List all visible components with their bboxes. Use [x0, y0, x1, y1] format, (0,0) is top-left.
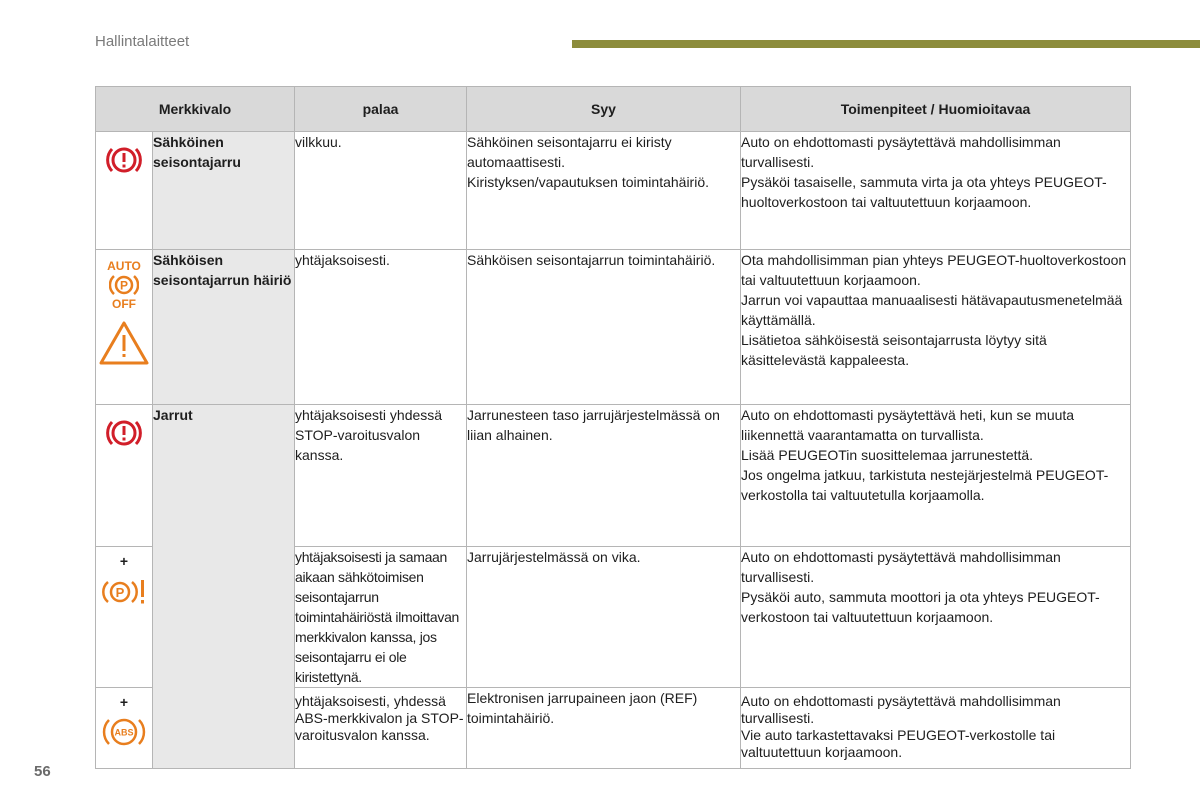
brake-warning-icon [104, 142, 144, 178]
brake-warning-icon [104, 415, 144, 451]
parking-brake-fault-icon [99, 577, 149, 607]
column-header-indicator: Merkkivalo [96, 87, 295, 132]
cause-text: Sähköinen seisontajarru ei kiristy automaattisesti. Kiristyksen/vapautuksen toimintahäiriö. [467, 132, 741, 250]
warning-triangle-icon [98, 320, 150, 366]
indicator-icon-cell [96, 132, 153, 250]
action-text: Auto on ehdottomasti pysäytettävä mahdollisimman turvallisesti. Pysäköi auto, sammuta moottori ja ota yhteys PEUGEOT-verkostoon tai valtuutettuun korjaamoon. [741, 547, 1131, 688]
table-row [96, 405, 1131, 547]
action-text: Ota mahdollisimman pian yhteys PEUGEOT-huoltoverkostoon tai valtuutettuun korjaamoon. Jarrun voi vapauttaa manuaalisesti hätävapautusmenetelmää käyttämällä. Lisätietoa sähköisestä seisontajarrusta löytyy sitä käsittelevästä kappaleesta. [741, 250, 1131, 405]
header-bar [572, 40, 1200, 48]
indicator-icon-cell [96, 405, 153, 547]
indicator-icon-cell [96, 547, 153, 688]
abs-icon-label: ABS [114, 727, 134, 738]
action-text: Auto on ehdottomasti pysäytettävä mahdollisimman turvallisesti. Vie auto tarkastettavaksi PEUGEOT-verkostolle tai valtuutettuun korjaamoon. [741, 688, 1131, 769]
column-header-action: Toimenpiteet / Huomioitavaa [741, 87, 1131, 132]
column-header-cause: Syy [467, 87, 741, 132]
table-row [96, 250, 1131, 405]
section-title: Hallintalaitteet [95, 33, 190, 50]
state-text: yhtäjaksoisesti. [295, 250, 467, 405]
cause-text: Jarrunesteen taso jarrujärjestelmässä on liian alhainen. [467, 405, 741, 547]
svg-text:P: P [119, 278, 129, 293]
state-text: yhtäjaksoisesti yhdessä STOP-varoitusvalon kanssa. [295, 405, 467, 547]
indicator-name: Jarrut [153, 405, 295, 769]
indicator-name: Sähköisen seisontajarrun häiriö [153, 250, 295, 405]
indicator-icon-cell [96, 688, 153, 769]
action-text: Auto on ehdottomasti pysäytettävä mahdollisimman turvallisesti. Pysäköi tasaiselle, sammuta virta ja ota yhteys PEUGEOT-huoltoverkostoon tai valtuutettuun korjaamoon. [741, 132, 1131, 250]
table-header-row [96, 87, 1131, 132]
action-text: Auto on ehdottomasti pysäytettävä heti, kun se muuta liikennettä vaarantamatta on turvallista. Lisää PEUGEOTin suosittelemaa jarrunestettä. Jos ongelma jatkuu, tarkistuta nestejärjestelmä PEUGEOT-verkostolla tai valtuutetulla korjaamolla. [741, 405, 1131, 547]
cause-text: Jarrujärjestelmässä on vika. [467, 547, 741, 688]
cause-text: Sähköisen seisontajarrun toimintahäiriö. [467, 250, 741, 405]
column-header-state: palaa [295, 87, 467, 132]
auto-park-off-icon [109, 272, 139, 298]
state-text: vilkkuu. [295, 132, 467, 250]
abs-icon [99, 714, 149, 750]
indicator-icon-cell [96, 250, 153, 405]
state-text: yhtäjaksoisesti ja samaan aikaan sähkötoimisen seisontajarrun toimintahäiriöstä ilmoittavan merkkivalon kanssa, jos seisontajarru ei ole kiristettynä. [295, 547, 467, 688]
cause-text: Elektronisen jarrupaineen jaon (REF) toimintahäiriö. [467, 688, 741, 769]
table-row [96, 132, 1131, 250]
warning-lights-table [95, 86, 1131, 769]
svg-text:P: P [115, 585, 125, 600]
indicator-name: Sähköinen seisontajarru [153, 132, 295, 250]
state-text: yhtäjaksoisesti, yhdessä ABS-merkkivalon ja STOP-varoitusvalon kanssa. [295, 688, 467, 769]
plus-sign: + [119, 553, 129, 569]
off-label: OFF [112, 297, 136, 311]
page-number: 56 [34, 763, 51, 780]
auto-label: AUTO [107, 259, 141, 273]
plus-sign: + [119, 694, 129, 710]
